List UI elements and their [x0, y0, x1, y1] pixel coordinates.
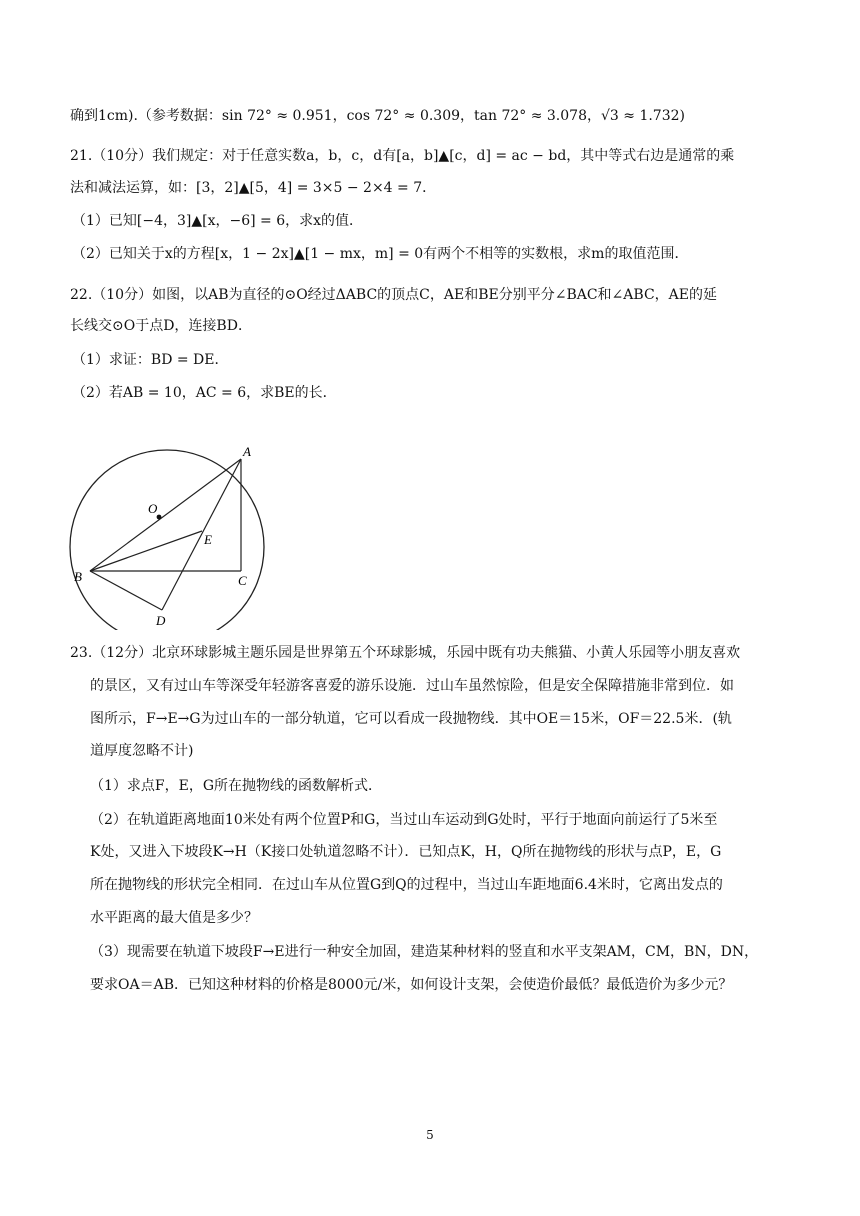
question-22-part-1: （1）求证：BD = DE．	[72, 352, 229, 368]
circle-o	[70, 450, 264, 630]
label-c: C	[238, 573, 247, 588]
question-22-intro-cont: 长线交⊙O于点D，连接BD．	[70, 318, 252, 334]
question-23-part-2c: 所在抛物线的形状完全相同．在过山车从位置G到Q的过程中，当过山车距地面6.4米时，它离出发点的	[90, 877, 723, 893]
question-21-part-1: （1）已知[−4，3]▲[x，−6] = 6，求x的值．	[72, 213, 364, 229]
reference-data-line: 确到1cm).（参考数据：sin 72° ≈ 0.951，cos 72° ≈ 0.309，tan 72° ≈ 3.078，√3 ≈ 1.732)	[70, 108, 685, 124]
label-e: E	[204, 532, 212, 547]
segment-bd	[90, 571, 162, 610]
label-b: B	[74, 569, 82, 584]
question-23-part-1: （1）求点F，E，G所在抛物线的函数解析式．	[90, 778, 383, 794]
segment-ab	[90, 459, 241, 571]
question-22-part-2: （2）若AB = 10，AC = 6，求BE的长．	[72, 385, 337, 401]
question-23-intro-1: 23.（12分）北京环球影城主题乐园是世界第五个环球影城，乐园中既有功夫熊猫、小黄人乐园等小朋友喜欢	[70, 645, 741, 661]
question-21-part-2: （2）已知关于x的方程[x，1 − 2x]▲[1 − mx，m] = 0有两个不相等的实数根，求m的取值范围．	[72, 246, 689, 262]
question-23-part-2d: 水平距离的最大值是多少？	[90, 910, 258, 926]
question-23-part-3a: （3）现需要在轨道下坡段F→E进行一种安全加固，建造某种材料的竖直和水平支架AM，CM，BN，DN，	[90, 944, 759, 960]
page-number: 5	[426, 1128, 434, 1142]
question-23-intro-2: 的景区，又有过山车等深受年轻游客喜爱的游乐设施．过山车虽然惊险，但是安全保障措施非常到位．如	[90, 678, 734, 694]
question-23-part-2b: K处，又进入下坡段K→H（K接口处轨道忽略不计）．已知点K，H，Q所在抛物线的形状与点P，E，G	[90, 844, 722, 860]
question-21-intro: 21.（10分）我们规定：对于任意实数a，b，c，d有[a，b]▲[c，d] = ac − bd，其中等式右边是通常的乘	[70, 148, 735, 164]
question-23-intro-3: 图所示，F→E→G为过山车的一部分轨道，它可以看成一段抛物线．其中OE＝15米，OF＝22.5米．(轨	[90, 711, 732, 727]
label-d: D	[156, 613, 166, 628]
question-23-part-3b: 要求OA＝AB．已知这种材料的价格是8000元/米，如何设计支架，会使造价最低？最低造价为多少元？	[90, 977, 733, 993]
question-23-intro-4: 道厚度忽略不计)	[90, 743, 194, 759]
label-o: O	[148, 501, 158, 516]
label-a: A	[243, 444, 251, 459]
question-23-part-2a: （2）在轨道距离地面10米处有两个位置P和G，当过山车运动到G处时，平行于地面向前运行了5米至	[90, 812, 718, 828]
geometry-figure	[62, 438, 282, 630]
question-22-intro: 22.（10分）如图，以AB为直径的⊙O经过ΔABC的顶点C，AE和BE分别平分∠BAC和∠ABC，AE的延	[70, 287, 717, 303]
question-21-intro-cont: 法和减法运算，如：[3，2]▲[5，4] = 3×5 − 2×4 = 7．	[70, 180, 437, 196]
segment-ad	[162, 459, 241, 610]
